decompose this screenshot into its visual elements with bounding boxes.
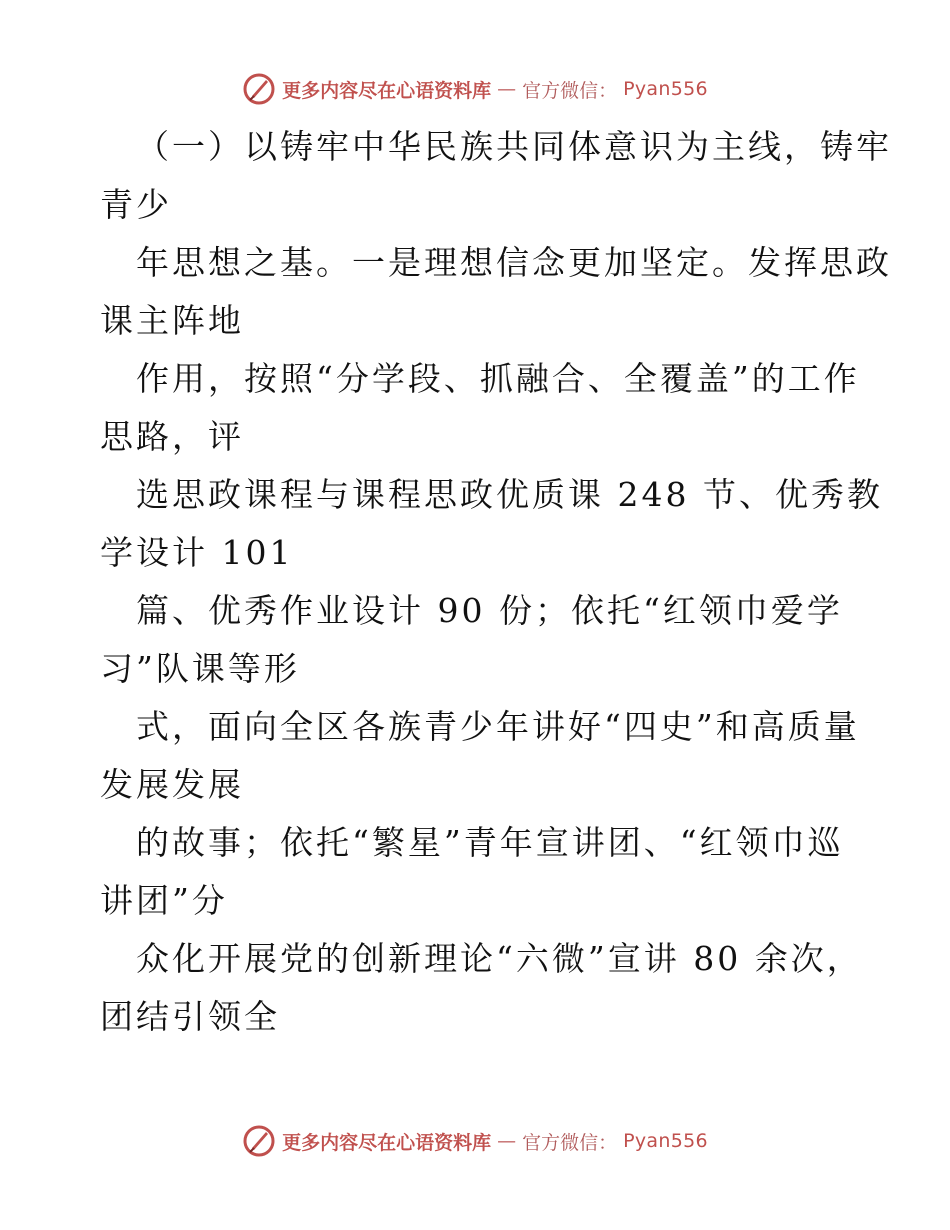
banner-dash: — xyxy=(497,78,517,100)
line-indented: 篇、优秀作业设计 90 份；依托“红领巾爱学 xyxy=(136,591,843,630)
banner-account: Pyan556 xyxy=(623,1130,708,1152)
line-indented: 年思想之基。一是理想信念更加坚定。发挥思政 xyxy=(136,243,892,282)
line-indented: 作用，按照“分学段、抓融合、全覆盖”的工作 xyxy=(136,359,860,398)
line-wrap: 团结引领全 xyxy=(100,997,280,1036)
banner-title: 更多内容尽在心语资料库 xyxy=(282,1131,492,1154)
quill-seal-logo-icon xyxy=(242,1124,276,1158)
text-line xyxy=(100,350,860,466)
banner-title: 更多内容尽在心语资料库 xyxy=(282,79,492,102)
line-indented: 众化开展党的创新理论“六微”宣讲 80 余次， xyxy=(136,939,863,978)
line-wrap: 习”队课等形 xyxy=(100,649,300,688)
line-indented: 的故事；依托“繁星”青年宣讲团、“红领巾巡 xyxy=(136,823,844,862)
document-body xyxy=(100,118,892,1046)
text-line xyxy=(100,582,860,698)
text-line xyxy=(100,814,860,930)
text-line xyxy=(100,466,883,582)
line-indented: 选思政课程与课程思政优质课 248 节、优秀教 xyxy=(136,475,883,514)
quill-seal-logo-icon xyxy=(242,72,276,106)
line-wrap: 发展发展 xyxy=(100,765,244,804)
banner-official-label: 官方微信： xyxy=(522,79,618,102)
text-line xyxy=(100,698,860,814)
line-wrap: 课主阵地 xyxy=(100,301,244,340)
line-wrap: 青少 xyxy=(100,185,172,224)
text-line xyxy=(100,234,892,350)
banner-dash: — xyxy=(497,1130,517,1152)
banner-account: Pyan556 xyxy=(623,78,708,100)
line-indented: 式，面向全区各族青少年讲好“四史”和高质量 xyxy=(136,707,860,746)
text-line xyxy=(100,930,863,1046)
line-indented: （一）以铸牢中华民族共同体意识为主线，铸牢 xyxy=(136,127,892,166)
line-wrap: 思路，评 xyxy=(100,417,244,456)
footer-banner xyxy=(0,1124,950,1158)
text-line xyxy=(100,118,892,234)
line-wrap: 学设计 101 xyxy=(100,533,294,572)
banner-official-label: 官方微信： xyxy=(522,1131,618,1154)
line-wrap: 讲团”分 xyxy=(100,881,228,920)
header-banner xyxy=(0,72,950,106)
